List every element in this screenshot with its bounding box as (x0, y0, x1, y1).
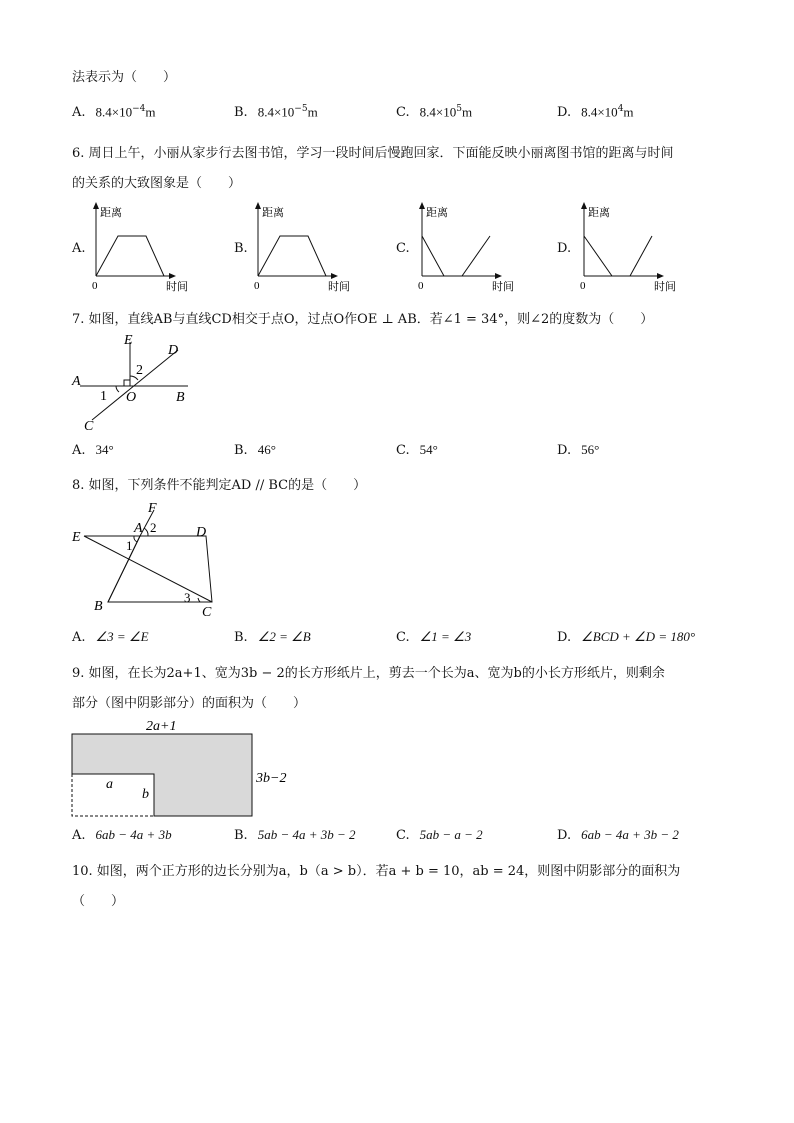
point-b: B (94, 599, 103, 614)
x-axis-label: 时间 (492, 280, 514, 293)
q6-graph-b[interactable] (250, 200, 350, 300)
point-d: D (168, 343, 179, 358)
q6-question-line2: 的关系的大致图象是（ ） (72, 176, 242, 191)
point-f: F (148, 501, 157, 516)
q5-option-c[interactable]: C. $8.4\times 10^5m$ (396, 104, 473, 121)
y-axis-label: 距离 (262, 206, 284, 219)
q8-option-d[interactable]: D. ∠BCD + ∠D = 180° (557, 629, 696, 645)
q7-option-b[interactable]: B. 46° (234, 442, 276, 458)
y-axis-label: 距离 (100, 206, 122, 219)
q9-option-a[interactable]: A. 6ab − 4a + 3b (72, 827, 172, 843)
q8-option-b[interactable]: B. ∠2 = ∠B (234, 629, 311, 645)
q10-question-line2: （ ） (72, 894, 125, 909)
y-axis-label: 距离 (588, 206, 610, 219)
q9-option-b[interactable]: B. 5ab − 4a + 3b − 2 (234, 827, 356, 843)
q9-option-d[interactable]: D. 6ab − 4a + 3b − 2 (557, 827, 679, 843)
point-e: E (72, 530, 81, 545)
angle-1-label: 1 (126, 538, 133, 553)
q6-option-d-label[interactable]: D. (557, 241, 572, 256)
q5-tail-text: 法表示为（ ） (72, 70, 177, 85)
point-c: C (202, 605, 212, 620)
point-b: B (176, 390, 185, 405)
q6-question-line1: 6. 周日上午，小丽从家步行去图书馆，学习一段时间后慢跑回家．下面能反映小丽离图书馆的距离与时间 (72, 146, 674, 161)
origin-label: 0 (418, 280, 424, 292)
label-top: 2a+1 (146, 719, 177, 734)
origin-label: 0 (580, 280, 586, 292)
q8-figure (70, 498, 230, 623)
q9-figure (70, 716, 310, 821)
q9-question-line2: 部分（图中阴影部分）的面积为（ ） (72, 696, 307, 711)
label-right: 3b−2 (256, 771, 287, 786)
origin-label: 0 (92, 280, 98, 292)
point-a: A (72, 374, 81, 389)
q7-figure (70, 330, 200, 435)
q8-option-a[interactable]: A. ∠3 = ∠E (72, 629, 149, 645)
angle-2-label: 2 (136, 363, 143, 378)
x-axis-label: 时间 (166, 280, 188, 293)
q9-question-line1: 9. 如图，在长为2a+1、宽为3b − 2的长方形纸片上，剪去一个长为a、宽为b的小长方形纸片，则剩余 (72, 666, 665, 681)
angle-1-label: 1 (100, 389, 107, 404)
point-d: D (196, 525, 207, 540)
origin-label: 0 (254, 280, 260, 292)
q6-graph-d[interactable] (576, 200, 676, 300)
q8-question: 8. 如图，下列条件不能判定AD // BC的是（ ） (72, 478, 367, 493)
q5-option-b[interactable]: B. $8.4\times 10^{-5}m$ (234, 104, 318, 121)
q7-question: 7. 如图，直线AB与直线CD相交于点O，过点O作OE ⊥ AB．若∠1 = 34°，则∠2的度数为（ ） (72, 312, 654, 327)
x-axis-label: 时间 (654, 280, 676, 293)
q7-option-d[interactable]: D. 56° (557, 442, 600, 458)
y-axis-label: 距离 (426, 206, 448, 219)
q8-option-c[interactable]: C. ∠1 = ∠3 (396, 629, 472, 645)
shaded-region (72, 734, 252, 816)
q7-option-a[interactable]: A. 34° (72, 442, 114, 458)
point-o: O (126, 390, 137, 405)
q10-question-line1: 10. 如图，两个正方形的边长分别为a，b（a > b）．若a + b = 10，ab = 24，则图中阴影部分的面积为 (72, 864, 681, 879)
q6-option-b-label[interactable]: B. (234, 241, 248, 256)
q6-graph-c[interactable] (414, 200, 514, 300)
point-a: A (134, 521, 143, 536)
label-a: a (106, 777, 113, 792)
q6-graph-a[interactable] (88, 200, 188, 300)
q6-option-a-label[interactable]: A. (72, 241, 86, 256)
q5-option-a[interactable]: A. $8.4\times 10^{-4}m$ (72, 104, 156, 121)
angle-3-label: 3 (184, 590, 191, 605)
q6-option-c-label[interactable]: C. (396, 241, 410, 256)
q7-option-c[interactable]: C. 54° (396, 442, 438, 458)
point-e: E (124, 333, 133, 348)
angle-2-label: 2 (150, 520, 157, 535)
label-b: b (142, 787, 149, 802)
q9-option-c[interactable]: C. 5ab − a − 2 (396, 827, 483, 843)
q5-option-d[interactable]: D. $8.4\times 10^4m$ (557, 104, 634, 121)
point-c: C (84, 419, 94, 434)
x-axis-label: 时间 (328, 280, 350, 293)
